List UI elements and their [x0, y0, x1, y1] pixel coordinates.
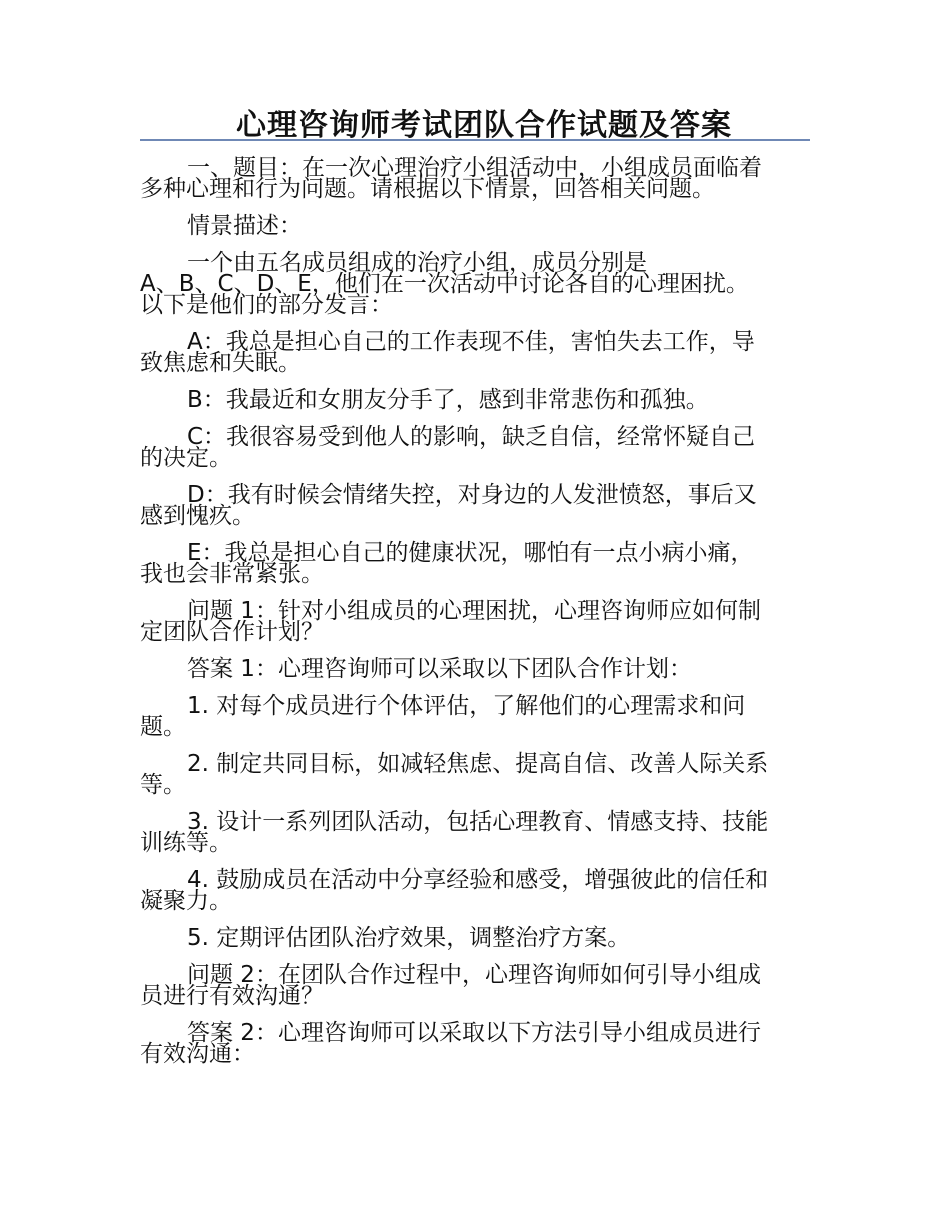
paragraph-member-d: D：我有时候会情绪失控，对身边的人发泄愤怒，事后又 感到愧疚。	[140, 482, 757, 529]
paragraph-question-intro: 一、题目：在一次心理治疗小组活动中，小组成员面临着 多种心理和行为问题。请根据以下情景，回答相关问题。	[140, 155, 762, 202]
paragraph-member-b: B：我最近和女朋友分手了，感到非常悲伤和孤独。	[187, 387, 709, 413]
paragraph-answer-1-item-1: 1. 对每个成员进行个体评估，了解他们的心理需求和问 题。	[140, 693, 746, 740]
paragraph-question-1: 问题 1：针对小组成员的心理困扰，心理咨询师应如何制 定团队合作计划？	[140, 598, 761, 645]
paragraph-member-a: A：我总是担心自己的工作表现不佳，害怕失去工作，导 致焦虑和失眠。	[140, 329, 755, 376]
paragraph-answer-1-item-2: 2. 制定共同目标，如减轻焦虑、提高自信、改善人际关系 等。	[140, 751, 769, 798]
paragraph-scenario-heading: 情景描述：	[187, 213, 302, 239]
paragraph-answer-1-item-4: 4. 鼓励成员在活动中分享经验和感受，增强彼此的信任和 凝聚力。	[140, 867, 769, 914]
paragraph-answer-1: 答案 1：心理咨询师可以采取以下团队合作计划：	[187, 656, 692, 682]
title-underline	[140, 139, 810, 141]
paragraph-member-e: E：我总是担心自己的健康状况，哪怕有一点小病小痛， 我也会非常紧张。	[140, 540, 754, 587]
paragraph-answer-1-item-3: 3. 设计一系列团队活动，包括心理教育、情感支持、技能 训练等。	[140, 809, 769, 856]
paragraph-answer-1-item-5: 5. 定期评估团队治疗效果，调整治疗方案。	[187, 925, 631, 951]
paragraph-question-2: 问题 2：在团队合作过程中，心理咨询师如何引导小组成 员进行有效沟通？	[140, 962, 761, 1009]
document-title: 心理咨询师考试团队合作试题及答案	[236, 108, 732, 143]
paragraph-member-c: C：我很容易受到他人的影响，缺乏自信，经常怀疑自己 的决定。	[140, 424, 756, 471]
paragraph-answer-2: 答案 2：心理咨询师可以采取以下方法引导小组成员进行 有效沟通：	[140, 1020, 761, 1067]
paragraph-scenario-description: 一个由五名成员组成的治疗小组，成员分别是 A、B、C、D、E，他们在一次活动中讨论各自的心理困扰。 以下是他们的部分发言：	[140, 250, 749, 318]
document-body	[140, 155, 810, 1081]
